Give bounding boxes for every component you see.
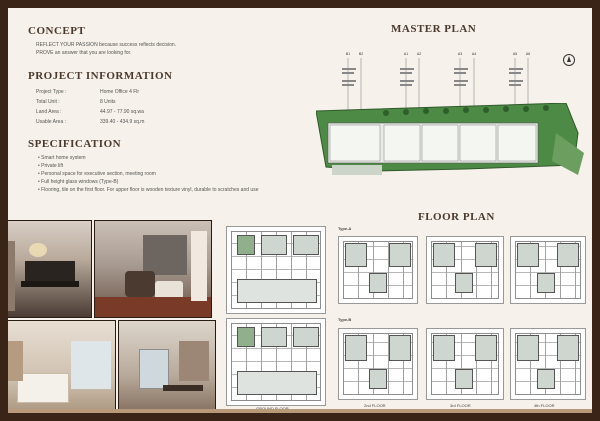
floor-3-label: 3rd FLOOR: [450, 403, 471, 408]
type-b-plan-2f: [338, 328, 418, 400]
spec-item: • Private lift: [38, 162, 298, 170]
concept-line-1: REFLECT YOUR PASSION because success reflects decision.: [36, 42, 177, 48]
ground-floor-plan-b: [226, 318, 326, 406]
floor-plan-heading: FLOOR PLAN: [418, 211, 495, 223]
total-unit-label: Total Unit :: [36, 99, 60, 105]
living-room-photo: [94, 220, 212, 318]
unit-label-a5: A5: [512, 52, 518, 56]
type-b-plan-3f: [426, 328, 504, 400]
unit-label-a1: A1: [403, 52, 409, 56]
specification-list: [38, 154, 298, 194]
spec-item: • Smart home system: [38, 154, 298, 162]
dining-room-photo: [8, 220, 92, 318]
type-b-label: Type-B: [338, 317, 352, 322]
usable-area-value: 339.40 - 434.9 sq.m: [100, 119, 145, 125]
unit-label-a6: A6: [525, 52, 531, 56]
type-a-label: Type-A: [338, 226, 352, 231]
unit-label-a4: A4: [471, 52, 477, 56]
concept-heading: CONCEPT: [28, 25, 86, 37]
type-a-plan-2f: [338, 236, 418, 304]
unit-label-a3: A3: [457, 52, 463, 56]
project-info-heading: PROJECT INFORMATION: [28, 70, 173, 82]
ground-floor-plan-a: [226, 226, 326, 314]
type-a-plan-3f: [426, 236, 504, 304]
unit-label-b1: B1: [345, 52, 351, 56]
floor-4-label: 4th FLOOR: [534, 403, 555, 408]
brochure-sheet: [8, 8, 592, 413]
office-photo: [118, 320, 216, 413]
unit-label-b2: B2: [358, 52, 364, 56]
spec-item: • Full height glass windows (Type-B): [38, 178, 298, 186]
floor-2-label: 2nd FLOOR: [364, 403, 386, 408]
land-area-value: 44.97 - 77.90 sq.wa: [100, 109, 144, 115]
footer-bar: [8, 409, 592, 413]
concept-line-2: PROVE an answer that you are looking for.: [36, 50, 132, 56]
bedroom-photo: [8, 320, 116, 413]
total-unit-value: 8 Units: [100, 99, 116, 105]
usable-area-label: Usable Area :: [36, 119, 67, 125]
type-a-plan-4f: [510, 236, 586, 304]
project-type-label: Project Type :: [36, 89, 67, 95]
unit-label-a2: A2: [416, 52, 422, 56]
specification-heading: SPECIFICATION: [28, 138, 122, 150]
master-plan-heading: MASTER PLAN: [391, 23, 477, 35]
spec-item: • Personal space for executive section, meeting room: [38, 170, 298, 178]
project-type-value: Home Office 4 Flr: [100, 89, 140, 95]
master-site-plan: [316, 103, 586, 183]
land-area-label: Land Area :: [36, 109, 62, 115]
type-b-plan-4f: [510, 328, 586, 400]
spec-item: • Flooring, tile on the first floor. For upper floor is wooden texture vinyl, durable to scratches and use: [38, 186, 298, 194]
